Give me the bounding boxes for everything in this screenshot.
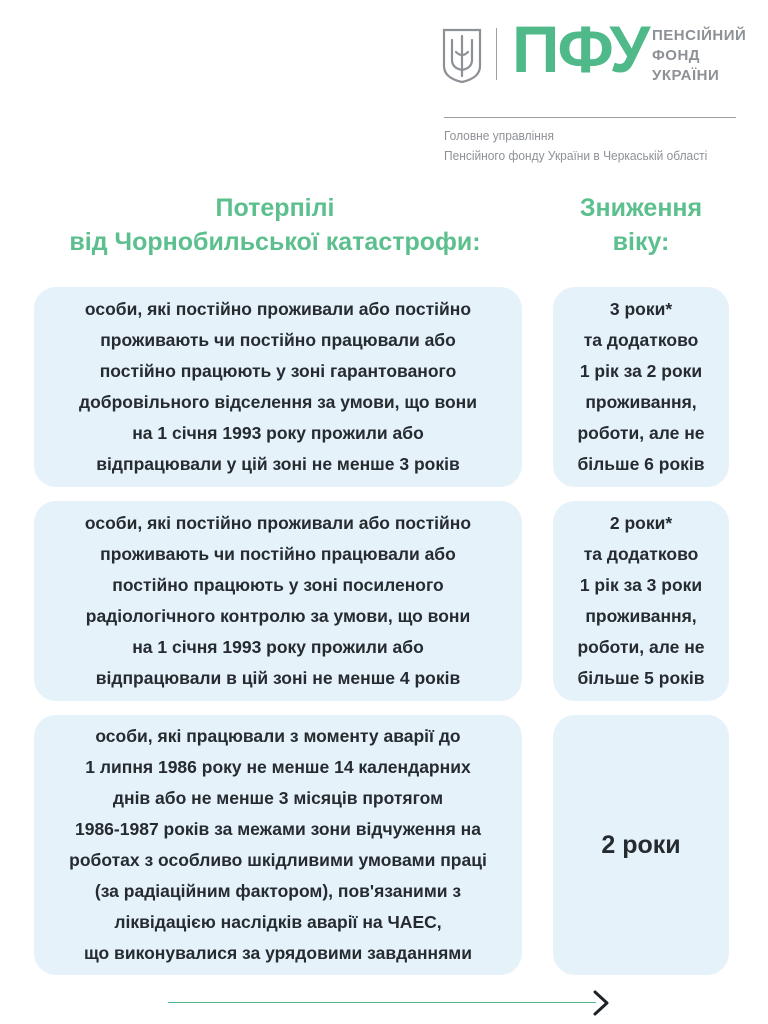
office-name bbox=[444, 126, 720, 166]
category-card bbox=[34, 715, 522, 975]
logo-divider bbox=[496, 28, 497, 80]
category-text: особи, які постійно проживали або постійно проживають чи постійно працювали або постійно працюють у зоні посиленого радіологічного контролю за умови, що вони на 1 січня 1993 року прожили або відпрацювали в цій зоні не менше 4 років bbox=[84, 513, 472, 688]
reduction-card bbox=[553, 501, 729, 701]
logo-wordmark bbox=[652, 26, 746, 86]
category-text: особи, які постійно проживали або постійно проживають чи постійно працювали або постійно працюють у зоні гарантованого добровільного відселення за умови, що вони на 1 січня 1993 року прожили або відпрацювали у цій зоні не менше 3 років bbox=[79, 299, 477, 474]
reduction-text: 2 роки bbox=[601, 831, 681, 859]
column-heading-age-reduction: Зниження віку: bbox=[579, 194, 703, 256]
logo-word-3: УКРАЇНИ bbox=[652, 67, 720, 84]
next-arrow-line bbox=[168, 1002, 596, 1003]
category-card bbox=[34, 287, 522, 487]
logo-word-2: ФОНД bbox=[652, 47, 700, 64]
reduction-text: 2 роки* та додатково 1 рік за 3 роки проживання, роботи, але не більше 5 років bbox=[577, 513, 705, 688]
pfu-logo bbox=[440, 12, 747, 92]
category-card bbox=[34, 501, 522, 701]
reduction-card bbox=[553, 715, 729, 975]
reduction-text: 3 роки* та додатково 1 рік за 2 роки проживання, роботи, але не більше 6 років bbox=[577, 299, 705, 474]
column-heading-victims: Потерпілі від Чорнобильської катастрофи: bbox=[69, 194, 481, 256]
logo-abbreviation: ПФУ bbox=[512, 12, 649, 86]
office-line-1: Головне управління bbox=[444, 128, 554, 143]
chevron-right-icon[interactable] bbox=[590, 990, 612, 1016]
trident-emblem-icon bbox=[440, 26, 484, 84]
category-text: особи, які працювали з моменту аварії до 1 липня 1986 року не менше 14 календарних днів або не менше 3 місяців протягом 1986-1987 років за межами зони відчуження на роботах з особливо шкідливими умовами праці (за радіаційним фактором), пов'язаними з ліквідацією наслідків аварії на ЧАЕС, що виконувалися за урядовими завданнями bbox=[69, 726, 487, 963]
office-line-2: Пенсійного фонду України в Черкаській області bbox=[444, 148, 708, 163]
header-divider bbox=[444, 117, 736, 118]
reduction-card bbox=[553, 287, 729, 487]
logo-word-1: ПЕНСІЙНИЙ bbox=[652, 27, 747, 44]
